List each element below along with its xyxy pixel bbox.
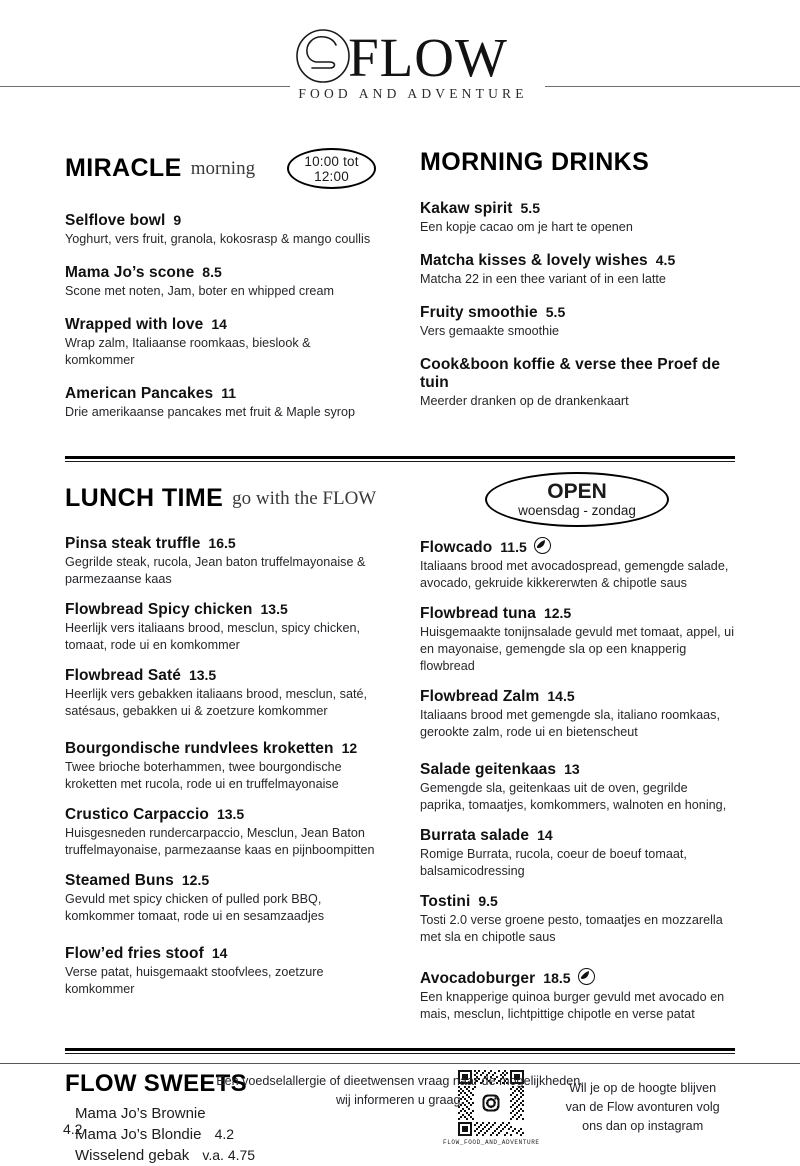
menu-item bbox=[420, 535, 735, 592]
item-description: Gevuld met spicy chicken of pulled pork BBQ, komkommer tomaat, rode ui en sesamzaadjes bbox=[65, 892, 325, 923]
item-description: Italiaans brood met gemengde sla, italiano roomkaas, gerookte zalm, rode ui en bietenscheut bbox=[420, 708, 720, 739]
item-name: Salade geitenkaas bbox=[420, 761, 557, 778]
item-price: 5.5 bbox=[520, 200, 540, 216]
instagram-invite-line-2: van de Flow avonturen volg bbox=[565, 1100, 720, 1114]
item-name: Wisselend gebak bbox=[75, 1147, 190, 1164]
item-description: Gemengde sla, geitenkaas uit de oven, gegrilde paprika, tomaatjes, komkommers, walnoten en honing, bbox=[420, 781, 727, 812]
item-price: 9.5 bbox=[478, 893, 498, 909]
item-price: 12.5 bbox=[181, 872, 210, 888]
item-description: Matcha 22 in een thee variant of in een latte bbox=[420, 272, 666, 286]
open-days: woensdag - zondag bbox=[518, 502, 636, 518]
item-description: Heerlijk vers italiaans brood, mesclun, spicy chicken, tomaat, rode ui en komkommer bbox=[65, 621, 361, 652]
item-name: Matcha kisses & lovely wishes bbox=[420, 252, 648, 269]
brand-wordmark: FLOW bbox=[348, 27, 508, 88]
section-divider bbox=[65, 1048, 735, 1054]
item-description: Twee brioche boterhammen, twee bourgondische kroketten met rucola, rode ui en truffelmayonaise bbox=[65, 760, 342, 791]
item-name: Wrapped with love bbox=[65, 316, 204, 333]
instagram-invite-line-1: Wil je op de hoogte blijven bbox=[569, 1081, 717, 1095]
allergy-notice bbox=[0, 1072, 800, 1110]
item-price: 11 bbox=[221, 385, 236, 401]
brand-tagline: FOOD AND ADVENTURE bbox=[298, 86, 528, 101]
item-price: 14 bbox=[537, 827, 553, 843]
item-price: 12.5 bbox=[543, 605, 572, 621]
item-price: 4.2 bbox=[214, 1126, 235, 1142]
item-name: Avocadoburger bbox=[420, 970, 536, 987]
item-name: Flow’ed fries stoof bbox=[65, 945, 204, 962]
item-description: Vers gemaakte smoothie bbox=[420, 324, 560, 338]
item-name: Flowcado bbox=[420, 539, 493, 556]
item-price: 9 bbox=[173, 212, 182, 228]
item-name: Cook&boon koffie & verse thee Proef de tuin bbox=[420, 356, 721, 391]
menu-item bbox=[65, 535, 376, 588]
item-description: Een knapperige quinoa burger gevuld met avocado en mais, mesclun, lichtpittige chipotle en verse patat bbox=[420, 990, 725, 1021]
item-price: 12 bbox=[341, 740, 358, 756]
item-name: Fruity smoothie bbox=[420, 304, 538, 321]
menu-item bbox=[65, 667, 376, 720]
item-price: v.a. 4.75 bbox=[202, 1147, 256, 1163]
item-name: Tostini bbox=[420, 893, 471, 910]
menu-item bbox=[65, 945, 376, 998]
menu-item bbox=[65, 264, 376, 300]
section-divider bbox=[65, 456, 735, 462]
item-description: Huisgesneden rundercarpaccio, Mesclun, Jean Baton truffelmayonaise, parmezaanse kaas en pijnboompitten bbox=[65, 826, 375, 857]
item-name: Burrata salade bbox=[420, 827, 530, 844]
menu-item bbox=[420, 966, 735, 1023]
item-description: Meerder dranken op de drankenkaart bbox=[420, 394, 629, 408]
menu-item bbox=[65, 385, 376, 421]
item-price: 8.5 bbox=[202, 264, 222, 280]
list-item bbox=[75, 1145, 425, 1166]
item-price: 13.5 bbox=[216, 806, 245, 822]
lunch-section bbox=[65, 535, 735, 1036]
menu-item bbox=[420, 304, 735, 340]
item-name: Crustico Carpaccio bbox=[65, 806, 209, 823]
sweets-list bbox=[65, 1103, 425, 1166]
item-description: Huisgemaakte tonijnsalade gevuld met tomaat, appel, ui en mayonaise, gemengde sla op een knapperig flowbread bbox=[420, 625, 735, 673]
item-description: Italiaans brood met avocadospread, gemengde salade, avocado, gekruide kikkererwten & chipotle saus bbox=[420, 559, 729, 590]
item-description: Yoghurt, vers fruit, granola, kokosrasp & mango coullis bbox=[65, 232, 371, 246]
item-description: Wrap zalm, Italiaanse roomkaas, bieslook & komkommer bbox=[65, 336, 311, 367]
menu-item bbox=[420, 200, 735, 236]
lunch-right-column bbox=[400, 535, 735, 1036]
item-name: Bourgondische rundvlees kroketten bbox=[65, 740, 334, 757]
item-name: Flowbread Spicy chicken bbox=[65, 601, 253, 618]
allergy-notice-line-2: wij informeren u graag. bbox=[335, 1093, 465, 1107]
item-name: Flowbread Saté bbox=[65, 667, 181, 684]
open-days-badge bbox=[485, 472, 669, 527]
breakfast-section bbox=[65, 148, 735, 434]
page-header bbox=[0, 0, 800, 118]
morning-drinks-heading bbox=[420, 148, 735, 177]
item-name: Kakaw spirit bbox=[420, 200, 513, 217]
item-description: Een kopje cacao om je hart te openen bbox=[420, 220, 633, 234]
item-name: Selflove bowl bbox=[65, 212, 166, 229]
list-item bbox=[75, 1124, 425, 1145]
miracle-morning-column bbox=[65, 148, 400, 434]
item-description: Drie amerikaanse pancakes met fruit & Maple syrop bbox=[65, 405, 356, 419]
item-price: 4.5 bbox=[655, 252, 676, 268]
footer-divider bbox=[0, 1063, 800, 1064]
menu-item bbox=[420, 252, 735, 288]
section-title: MORNING DRINKS bbox=[420, 148, 650, 176]
item-description: Tosti 2.0 verse groene pesto, tomaatjes en mozzarella met sla en chipotle saus bbox=[420, 913, 723, 944]
item-description: Heerlijk vers gebakken italiaans brood, mesclun, saté, satésaus, gebakken ui & zoetzure komkommer bbox=[65, 687, 368, 718]
item-description: Verse patat, huisgemaakt stoofvlees, zoetzure komkommer bbox=[65, 965, 324, 996]
qr-caption: FLOW_FOOD_AND_ADVENTURE bbox=[443, 1139, 540, 1146]
menu-item bbox=[65, 806, 376, 859]
lunch-heading bbox=[65, 479, 735, 518]
item-price: 14.5 bbox=[547, 688, 575, 704]
menu-item bbox=[420, 761, 735, 814]
menu-item bbox=[420, 605, 735, 675]
item-name: Mama Jo’s scone bbox=[65, 264, 195, 281]
menu-item bbox=[420, 356, 735, 410]
menu-item bbox=[65, 872, 376, 925]
item-name: Mama Jo’s Blondie bbox=[75, 1126, 202, 1143]
opening-hours-badge: 10:00 tot 12:00 bbox=[287, 148, 376, 189]
menu-item bbox=[420, 688, 735, 741]
morning-drinks-column bbox=[400, 148, 735, 434]
vegetarian-leaf-icon bbox=[534, 537, 551, 554]
item-description: Scone met noten, Jam, boter en whipped cream bbox=[65, 284, 334, 298]
lunch-left-column bbox=[65, 535, 400, 1036]
menu-item bbox=[65, 601, 376, 654]
stray-price-label: 4.2 bbox=[63, 1121, 83, 1137]
item-price: 18.5 bbox=[543, 970, 571, 986]
allergy-notice-line-1: Een voedselallergie of dieetwensen vraag naar de mogelijkheden, bbox=[216, 1074, 584, 1088]
section-title: FLOW SWEETS bbox=[65, 1070, 247, 1097]
item-description: Gegrilde steak, rucola, Jean baton truffelmayonaise & parmezaanse kaas bbox=[65, 555, 366, 586]
item-name: Flowbread Zalm bbox=[420, 688, 540, 705]
section-subtitle: go with the FLOW bbox=[232, 487, 377, 509]
menu-item bbox=[65, 740, 376, 793]
miracle-morning-heading bbox=[65, 148, 376, 189]
item-name: Mama Jo’s Brownie bbox=[75, 1105, 206, 1122]
menu-item bbox=[420, 827, 735, 880]
item-name: Steamed Buns bbox=[65, 872, 174, 889]
menu-item bbox=[65, 316, 376, 369]
brand-logo bbox=[0, 28, 800, 102]
item-price: 13.5 bbox=[188, 667, 217, 683]
section-subtitle: morning bbox=[190, 157, 256, 179]
item-name: American Pancakes bbox=[65, 385, 214, 402]
item-price: 14 bbox=[211, 945, 228, 961]
item-price: 5.5 bbox=[545, 304, 566, 320]
item-price: 13.5 bbox=[260, 601, 288, 617]
item-price: 14 bbox=[211, 316, 227, 332]
item-name: Flowbread tuna bbox=[420, 605, 536, 622]
open-label: OPEN bbox=[547, 479, 607, 503]
item-price: 13 bbox=[564, 761, 580, 777]
item-price: 11.5 bbox=[500, 539, 527, 555]
flow-monogram-icon bbox=[292, 27, 354, 90]
section-title: MIRACLE bbox=[65, 154, 182, 182]
section-title: LUNCH TIME bbox=[65, 484, 224, 512]
item-description: Romige Burrata, rucola, coeur de boeuf tomaat, balsamicodressing bbox=[420, 847, 687, 878]
item-price: 16.5 bbox=[208, 535, 236, 551]
instagram-invite-line-3: ons dan op instagram bbox=[582, 1119, 704, 1133]
vegetarian-leaf-icon bbox=[578, 968, 595, 985]
item-name: Pinsa steak truffle bbox=[65, 535, 201, 552]
menu-item bbox=[65, 212, 376, 248]
menu-item bbox=[420, 893, 735, 946]
